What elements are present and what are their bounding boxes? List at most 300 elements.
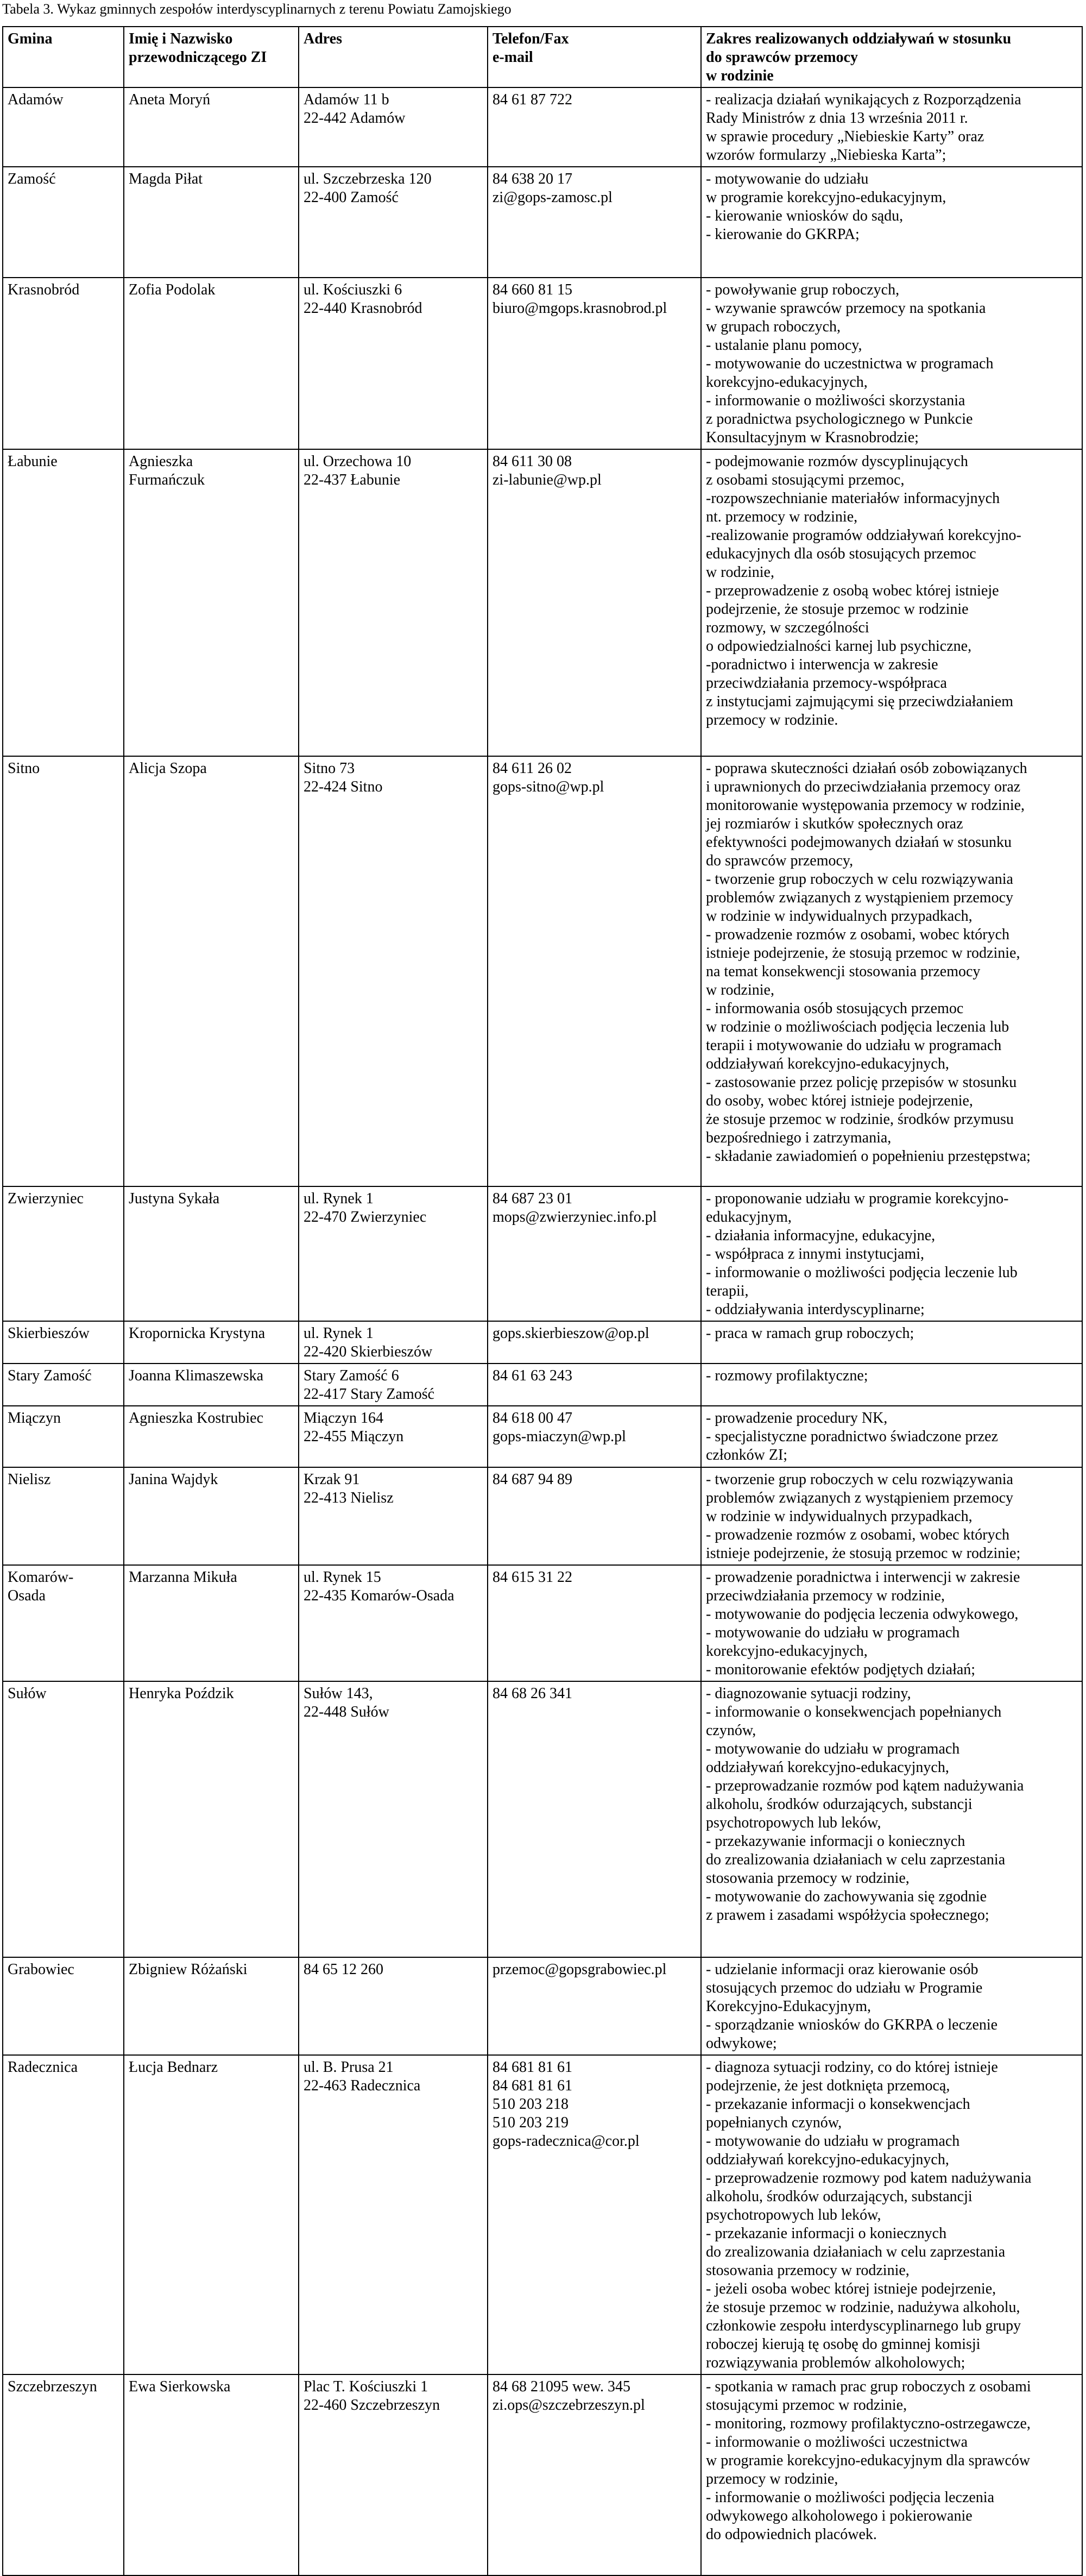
cell-line: Agnieszka Kostrubiec [129,1410,264,1427]
cell-scope [701,1957,1082,2055]
cell-scope [701,278,1082,449]
cell-line: 84 611 26 02 [493,760,572,777]
cell-line: stosowania przemocy w rodzinie, [706,2262,910,2279]
cell-line: ul. Szczebrzeska 120 [304,171,432,187]
cell-gmina [3,1467,124,1565]
cell-line: terapii i motywowanie do udziału w programach [706,1037,1002,1054]
cell-line: - powoływanie grup roboczych, [706,281,900,298]
header-scope [701,27,1082,87]
cell-contact [488,1565,701,1681]
table-row [3,1957,1082,2055]
cell-line: w sprawie procedury „Niebieskie Karty” oraz [706,128,984,145]
cell-line: Komarów- [8,1569,74,1586]
cell-line: - motywowanie do udziału w programach [706,1741,960,1757]
cell-line: stosującymi przemoc w rodzinie, [706,2397,907,2414]
cell-line: w programie korekcyjno-edukacyjnym dla sprawców [706,2452,1031,2469]
cell-line: - prowadzenie poradnictwa i interwencji w zakresie [706,1569,1020,1586]
cell-line: - przeprowadzenie z osobą wobec której istnieje [706,582,999,599]
cell-line: - diagnozowanie sytuacji rodziny, [706,1685,911,1702]
cell-scope [701,2374,1082,2575]
table-row [3,87,1082,167]
cell-line: 22-435 Komarów-Osada [304,1587,454,1604]
cell-address [299,1321,488,1364]
cell-line: oddziaływań korekcyjno-edukacyjnych, [706,2151,949,2168]
cell-address [299,2055,488,2374]
header-address [299,27,488,87]
cell-line: 510 203 219 [493,2114,569,2131]
cell-chair-name [124,756,299,1186]
cell-line: Krzak 91 [304,1471,360,1488]
cell-line: do zrealizowania działaniach w celu zaprzestania [706,2244,1006,2260]
cell-line: popełnianych czynów, [706,2114,842,2131]
cell-line: - ustalanie planu pomocy, [706,337,862,354]
cell-line: 22-420 Skierbieszów [304,1343,433,1360]
table-row [3,1565,1082,1681]
cell-contact [488,1406,701,1467]
cell-line: 22-424 Sitno [304,778,383,795]
cell-line: podejrzenie, że jest dotknięta przemocą, [706,2077,950,2094]
header-line: do sprawców przemocy [706,49,858,66]
cell-line: Sitno 73 [304,760,355,777]
cell-gmina [3,167,124,278]
cell-line: mops@zwierzyniec.info.pl [493,1209,657,1226]
cell-line: 84 615 31 22 [493,1569,572,1586]
cell-line: przeciwdziałania przemocy w rodzinie, [706,1587,945,1604]
cell-contact [488,1186,701,1321]
cell-chair-name [124,1186,299,1321]
table-caption: Tabela 3. Wykaz gminnych zespołów interdyscyplinarnych z terenu Powiatu Zamojskiego [2,1,512,17]
cell-line: Kropornicka Krystyna [129,1325,266,1342]
cell-line: 22-470 Zwierzyniec [304,1209,427,1226]
cell-line: Radecznica [8,2059,78,2076]
cell-contact [488,449,701,756]
cell-chair-name [124,1957,299,2055]
cell-line: Łucja Bednarz [129,2059,218,2076]
cell-line: w programie korekcyjno-edukacyjnym, [706,189,946,206]
cell-line: 510 203 218 [493,2096,569,2113]
cell-line: edukacyjnym, [706,1209,792,1226]
cell-gmina [3,1681,124,1957]
cell-line: Sułów [8,1685,47,1702]
cell-line: 22-400 Zamość [304,189,399,206]
cell-line: 22-413 Nielisz [304,1490,394,1506]
cell-line: Joanna Klimaszewska [129,1367,264,1384]
cell-address [299,87,488,167]
cell-line: Agnieszka [129,453,193,470]
cell-line: - przeprowadzenie rozmowy pod katem nadużywania [706,2170,1032,2187]
cell-line: o odpowiedzialności karnej lub psychiczne, [706,638,972,655]
cell-line: - prowadzenie rozmów z osobami, wobec których [706,926,1010,943]
cell-line: - informowanie o możliwości podjęcia leczenie lub [706,1264,1018,1281]
cell-line: 22-463 Radecznica [304,2077,421,2094]
cell-line: członków ZI; [706,1447,788,1463]
cell-line: Marzanna Mikuła [129,1569,237,1586]
cell-line: - wzywanie sprawców przemocy na spotkania [706,300,986,317]
cell-line: Szczebrzeszyn [8,2378,97,2395]
cell-line: odwykowe; [706,2035,777,2052]
cell-line: - prowadzenie rozmów z osobami, wobec których [706,1526,1010,1543]
cell-line: 84 68 26 341 [493,1685,572,1702]
cell-line: - przekazywanie informacji o koniecznych [706,1833,965,1850]
cell-line: Zwierzyniec [8,1190,84,1207]
cell-line: w rodzinie w indywidualnych przypadkach, [706,908,973,925]
cell-line: - kierowanie wniosków do sądu, [706,208,904,224]
cell-line: z prawem i zasadami współżycia społecznego; [706,1907,989,1924]
cell-contact [488,1364,701,1406]
cell-contact [488,167,701,278]
cell-scope [701,167,1082,278]
cell-line: do sprawców przemocy, [706,852,854,869]
cell-line: stosujących przemoc do udziału w Programie [706,1980,983,1996]
header-line: Adres [304,30,343,47]
cell-line: 84 681 81 61 [493,2077,572,2094]
cell-line: - jeżeli osoba wobec której istnieje podejrzenie, [706,2280,996,2297]
cell-line: w rodzinie, [706,982,774,998]
cell-line: przemocy w rodzinie. [706,712,838,728]
cell-gmina [3,449,124,756]
cell-chair-name [124,1321,299,1364]
cell-line: 22-442 Adamów [304,110,406,127]
header-line: Telefon/Fax [493,30,569,47]
cell-line: -realizowanie programów oddziaływań korekcyjno- [706,527,1021,544]
cell-line: - specjalistyczne poradnictwo świadczone przez [706,1428,998,1445]
cell-line: że stosuje przemoc w rodzinie, nadużywa alkoholu, [706,2299,1020,2316]
cell-line: 84 68 21095 wew. 345 [493,2378,631,2395]
cell-line: istnieje podejrzenie, że stosują przemoc w rodzinie; [706,1545,1021,1562]
cell-line: nt. przemocy w rodzinie, [706,508,858,525]
cell-line: - motywowanie do udziału w programach [706,1624,960,1641]
cell-line: - tworzenie grup roboczych w celu rozwiązywania [706,871,1013,888]
cell-line: Alicja Szopa [129,760,207,777]
header-line: w rodzinie [706,67,774,84]
cell-line: edukacyjnych dla osób stosujących przemoc [706,545,976,562]
cell-line: Stary Zamość [8,1367,92,1384]
cell-gmina [3,756,124,1186]
cell-line: gops-radecznica@cor.pl [493,2133,640,2150]
header-line: Gmina [8,30,53,47]
cell-line: 84 638 20 17 [493,171,572,187]
cell-line: że stosuje przemoc w rodzinie, środków przymusu [706,1111,1014,1128]
cell-line: - przekazanie informacji o konsekwencjach [706,2096,970,2113]
cell-line: do zrealizowania działaniach w celu zaprzestania [706,1851,1006,1868]
cell-contact [488,756,701,1186]
header-row [3,27,1082,87]
cell-gmina [3,1406,124,1467]
cell-line: - poprawa skuteczności działań osób zobowiązanych [706,760,1027,777]
cell-line: Miączyn [8,1410,61,1427]
cell-line: monitorowanie występowania przemocy w rodzinie, [706,797,1025,814]
cell-line: gops.skierbieszow@op.pl [493,1325,649,1342]
cell-line: czynów, [706,1722,756,1739]
cell-line: Rady Ministrów z dnia 13 września 2011 r. [706,110,968,127]
cell-line: Osada [8,1587,46,1604]
cell-line: - informowanie o konsekwencjach popełnianych [706,1704,1002,1720]
cell-line: w rodzinie o możliwościach podjęcia leczenia lub [706,1019,1009,1035]
cell-line: Janina Wajdyk [129,1471,218,1488]
cell-line: terapii, [706,1283,749,1299]
cell-line: psychotropowych lub leków, [706,1814,881,1831]
cell-address [299,167,488,278]
table-row [3,449,1082,756]
cell-contact [488,2055,701,2374]
cell-line: - zastosowanie przez policję przepisów w stosunku [706,1074,1017,1091]
header-gmina [3,27,124,87]
cell-line: Adamów 11 b [304,91,389,108]
cell-line: Grabowiec [8,1961,74,1978]
cell-line: 84 687 94 89 [493,1471,572,1488]
table-row [3,1186,1082,1321]
cell-line: - motywowanie do uczestnictwa w programach [706,355,994,372]
cell-line: - realizacja działań wynikających z Rozporządzenia [706,91,1021,108]
cell-line: i uprawnionych do przeciwdziałania przemocy oraz [706,778,1021,795]
cell-line: ul. Rynek 1 [304,1190,374,1207]
cell-line: członkowie zespołu interdyscyplinarnego lub grupy [706,2317,1021,2334]
cell-line: oddziaływań korekcyjno-edukacyjnych, [706,1759,949,1776]
table-row [3,2055,1082,2374]
cell-line: - motywowanie do zachowywania się zgodnie [706,1888,987,1905]
cell-line: 84 65 12 260 [304,1961,383,1978]
cell-line: 84 660 81 15 [493,281,572,298]
cell-address [299,1957,488,2055]
cell-line: - monitoring, rozmowy profilaktyczno-ostrzegawcze, [706,2415,1031,2432]
cell-gmina [3,278,124,449]
cell-line: gops-sitno@wp.pl [493,778,604,795]
cell-contact [488,278,701,449]
cell-line: Adamów [8,91,64,108]
header-line: przewodniczącego ZI [129,49,267,66]
cell-line: - diagnoza sytuacji rodziny, co do której istnieje [706,2059,998,2076]
cell-line: Zamość [8,171,56,187]
cell-line: psychotropowych lub leków, [706,2207,881,2223]
cell-chair-name [124,449,299,756]
cell-line: w rodzinie w indywidualnych przypadkach, [706,1508,973,1525]
cell-chair-name [124,2055,299,2374]
header-chair-name [124,27,299,87]
cell-line: 22-448 Sułów [304,1704,389,1720]
table-row [3,756,1082,1186]
cell-line: 84 618 00 47 [493,1410,572,1427]
cell-line: biuro@mgops.krasnobrod.pl [493,300,667,317]
cell-line: - motywowanie do udziału [706,171,869,187]
cell-line: Magda Piłat [129,171,203,187]
cell-line: Sitno [8,760,40,777]
table-row [3,278,1082,449]
cell-gmina [3,1364,124,1406]
cell-line: 22-455 Miączyn [304,1428,404,1445]
cell-gmina [3,87,124,167]
cell-scope [701,2055,1082,2374]
cell-scope [701,1321,1082,1364]
cell-scope [701,1565,1082,1681]
cell-scope [701,756,1082,1186]
table-row [3,167,1082,278]
cell-line: - przeprowadzanie rozmów pod kątem nadużywania [706,1777,1024,1794]
cell-line: Plac T. Kościuszki 1 [304,2378,428,2395]
cell-line: - kierowanie do GKRPA; [706,226,860,243]
cell-line: - prowadzenie procedury NK, [706,1410,888,1427]
cell-line: 84 681 81 61 [493,2059,572,2076]
cell-line: -rozpowszechnianie materiałów informacyjnych [706,490,1000,507]
cell-gmina [3,1186,124,1321]
cell-line: podejrzenie, że stosuje przemoc w rodzinie [706,601,969,618]
cell-line: Konsultacyjnym w Krasnobrodzie; [706,429,919,446]
cell-line: -poradnictwo i interwencja w zakresie [706,656,938,673]
cell-line: - spotkania w ramach prac grup roboczych z osobami [706,2378,1031,2395]
cell-line: w grupach roboczych, [706,318,841,335]
cell-scope [701,449,1082,756]
cell-line: Skierbieszów [8,1325,90,1342]
header-line: e-mail [493,49,533,66]
table-body [3,87,1082,2575]
cell-line: - informowanie o możliwości skorzystania [706,392,965,409]
cell-gmina [3,1321,124,1364]
cell-address [299,1565,488,1681]
cell-line: rozmowy, w szczególności [706,619,869,636]
cell-line: 22-440 Krasnobród [304,300,422,317]
cell-line: Nielisz [8,1471,51,1488]
cell-line: - monitorowanie efektów podjętych działań; [706,1661,976,1678]
cell-line: do odpowiednich placówek. [706,2526,877,2543]
table-row [3,1467,1082,1565]
cell-line: wzorów formularzy „Niebieska Karta”; [706,147,946,164]
cell-gmina [3,2374,124,2575]
cell-address [299,278,488,449]
cell-line: - współpraca z innymi instytucjami, [706,1246,925,1262]
cell-line: przemoc@gopsgrabowiec.pl [493,1961,667,1978]
cell-line: Krasnobród [8,281,80,298]
cell-line: ul. Orzechowa 10 [304,453,412,470]
cell-line: roboczej kierują tę osobę do gminnej komisji [706,2336,981,2353]
cell-gmina [3,2055,124,2374]
cell-line: - tworzenie grup roboczych w celu rozwiązywania [706,1471,1013,1488]
cell-chair-name [124,2374,299,2575]
cell-line: Zbigniew Różański [129,1961,248,1978]
cell-line: ul. Rynek 1 [304,1325,374,1342]
cell-line: Stary Zamość 6 [304,1367,399,1384]
cell-line: przemocy w rodzinie, [706,2471,838,2487]
cell-line: gops-miaczyn@wp.pl [493,1428,626,1445]
table-row [3,1681,1082,1957]
cell-line: - praca w ramach grup roboczych; [706,1325,914,1342]
cell-chair-name [124,1406,299,1467]
cell-contact [488,1957,701,2055]
municipal-teams-table [2,26,1083,2576]
cell-address [299,1681,488,1957]
cell-line: alkoholu, środków odurzających, substancji [706,1796,973,1813]
cell-chair-name [124,87,299,167]
cell-chair-name [124,278,299,449]
cell-line: - sporządzanie wniosków do GKRPA o leczenie [706,2016,998,2033]
header-line: Imię i Nazwisko [129,30,233,47]
cell-line: zi.ops@szczebrzeszyn.pl [493,2397,645,2414]
cell-line: - informowania osób stosujących przemoc [706,1000,964,1017]
cell-line: bezpośredniego i zatrzymania, [706,1129,892,1146]
cell-line: Korekcyjno-Edukacyjnym, [706,1998,872,2015]
cell-line: z poradnictwa psychologicznego w Punkcie [706,411,973,428]
cell-line: 22-417 Stary Zamość [304,1386,435,1403]
cell-gmina [3,1565,124,1681]
cell-line: - informowanie o możliwości podjęcia leczenia [706,2489,995,2506]
cell-line: - działania informacyjne, edukacyjne, [706,1227,936,1244]
cell-line: 84 61 87 722 [493,91,572,108]
cell-scope [701,1467,1082,1565]
cell-line: na temat konsekwencji stosowania przemocy [706,963,981,980]
header-phone-email [488,27,701,87]
cell-gmina [3,1957,124,2055]
cell-line: - oddziaływania interdyscyplinarne; [706,1301,925,1318]
cell-chair-name [124,167,299,278]
cell-line: 84 61 63 243 [493,1367,572,1384]
cell-contact [488,2374,701,2575]
cell-scope [701,87,1082,167]
cell-address [299,1406,488,1467]
cell-line: efektywności podejmowanych działań w stosunku [706,834,1012,851]
table-row [3,1406,1082,1467]
cell-address [299,1364,488,1406]
cell-line: Justyna Sykała [129,1190,220,1207]
cell-line: rozwiązywania problemów alkoholowych; [706,2354,965,2371]
cell-chair-name [124,1467,299,1565]
cell-line: - motywowanie do udziału w programach [706,2133,960,2150]
cell-line: - podejmowanie rozmów dyscyplinujących [706,453,968,470]
cell-line: korekcyjno-edukacyjnych, [706,1643,868,1660]
cell-line: - proponowanie udziału w programie korekcyjno- [706,1190,1009,1207]
cell-line: w rodzinie, [706,564,774,581]
cell-line: zi@gops-zamosc.pl [493,189,613,206]
cell-line: - informowanie o możliwości uczestnictwa [706,2434,968,2451]
cell-line: - udzielanie informacji oraz kierowanie osób [706,1961,978,1978]
cell-line: Miączyn 164 [304,1410,383,1427]
cell-line: problemów związanych z wystąpieniem przemocy [706,1490,1014,1506]
cell-line: Łabunie [8,453,58,470]
cell-line: do osoby, wobec której istnieje podejrzenie, [706,1092,973,1109]
cell-address [299,1186,488,1321]
cell-address [299,756,488,1186]
cell-line: 22-460 Szczebrzeszyn [304,2397,440,2414]
cell-chair-name [124,1681,299,1957]
cell-line: istnieje podejrzenie, że stosują przemoc w rodzinie, [706,945,1020,962]
cell-line: ul. B. Prusa 21 [304,2059,394,2076]
header-line: Zakres realizowanych oddziaływań w stosunku [706,30,1012,47]
cell-line: Zofia Podolak [129,281,216,298]
cell-line: - motywowanie do podjęcia leczenia odwykowego, [706,1606,1019,1623]
table-row [3,1321,1082,1364]
cell-address [299,449,488,756]
table-row [3,1364,1082,1406]
cell-line: 84 687 23 01 [493,1190,572,1207]
cell-scope [701,1186,1082,1321]
cell-line: - składanie zawiadomień o popełnieniu przestępstwa; [706,1148,1031,1165]
cell-address [299,2374,488,2575]
cell-line: Sułów 143, [304,1685,373,1702]
cell-line: korekcyjno-edukacyjnych, [706,374,868,391]
cell-line: jej rozmiarów i skutków społecznych oraz [706,815,963,832]
table-row [3,2374,1082,2575]
cell-address [299,1467,488,1565]
cell-line: - rozmowy profilaktyczne; [706,1367,868,1384]
cell-contact [488,87,701,167]
cell-line: stosowania przemocy w rodzinie, [706,1870,910,1887]
cell-line: z instytucjami zajmującymi się przeciwdziałaniem [706,693,1014,710]
cell-scope [701,1364,1082,1406]
cell-line: 22-437 Łabunie [304,472,401,488]
cell-line: odwykowego alkoholowego i pokierowanie [706,2508,973,2524]
cell-line: zi-labunie@wp.pl [493,472,602,488]
cell-scope [701,1406,1082,1467]
cell-line: z osobami stosującymi przemoc, [706,472,905,488]
cell-contact [488,1681,701,1957]
cell-line: przeciwdziałania przemocy-współpraca [706,675,947,692]
